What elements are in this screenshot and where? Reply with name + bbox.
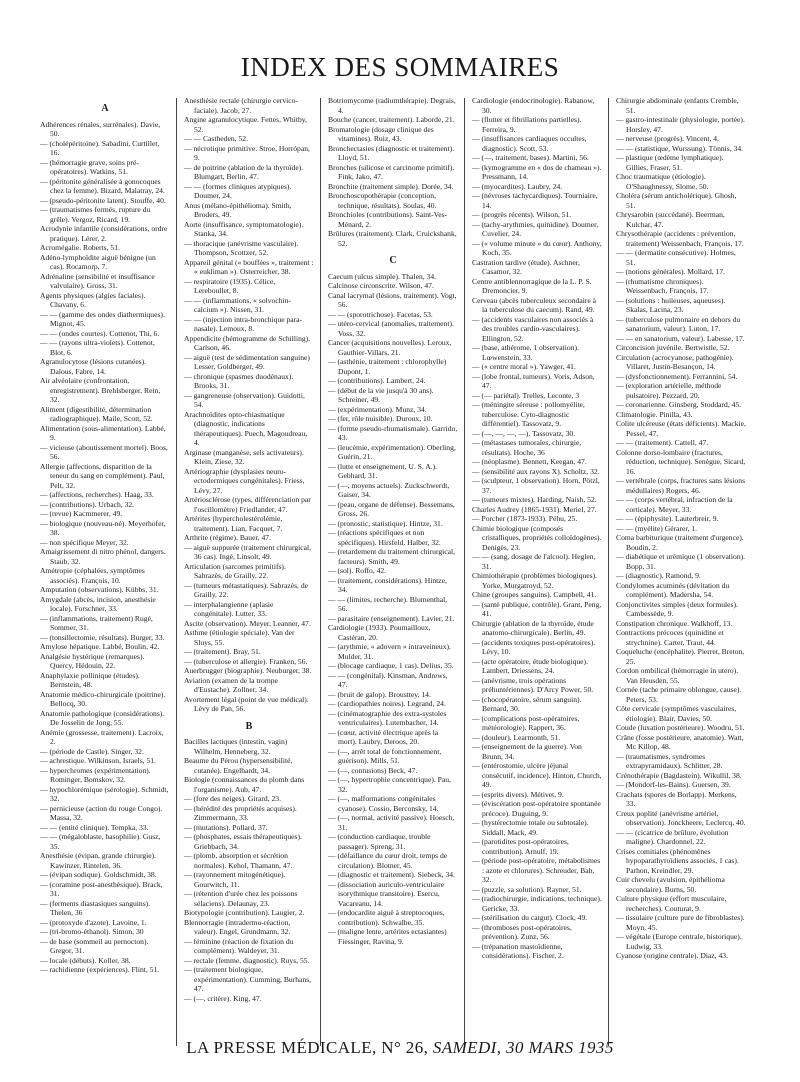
column-divider [464, 98, 465, 1046]
index-entry: Colonne dorso-lombaire (fractures, réduction, technique). Senègue, Sicard, 16. [616, 447, 746, 476]
index-entry: — — (gamme des ondes diathermiques). Mignot, 45. [40, 309, 165, 328]
index-entry: Acrodynie infantile (considérations, ordre pratique). Lérer, 2. [40, 224, 168, 243]
index-entry: — (forme pseudo-rhumatismale). Garrido, 43. [328, 423, 458, 442]
index-entry: — (méningite séreuse : pollomyélite, tuberculose. Cyto-diagnostic différentiel). Tassovatz, 9. [472, 400, 585, 428]
index-entry: — (conduction cardiaque, trouble passager). Spreng, 31. [328, 832, 431, 851]
index-entry: Choc traumatique (étiologie). O'Shaughnessy, Slome, 50. [616, 172, 709, 191]
index-entry: — (hérédité des propriétés acquises). Zimmermann, 33. [184, 803, 297, 822]
index-entry: Biologie (connaissances du plomb dans l'organisme). Aub, 47. [184, 775, 305, 794]
index-column-4 [472, 96, 602, 1048]
index-entry: — (fer, rôle nuisible). Duroux, 10. [328, 414, 433, 423]
index-entry: Cardiologie (endocrinologie). Rabanow, 30. [472, 96, 595, 115]
index-entry: — (réactions spécifiques et non spécifiques). Hirsfeld, Halber, 32. [328, 528, 441, 547]
index-entry: Bronches (silicose et carcinome primitif). Fink, Jako, 47. [328, 162, 455, 181]
index-entry: Amétropie (céphalées, symptômes associés). François, 10. [40, 566, 145, 585]
index-entry: — (insuffisances cardiaques occultes, diagnostic). Scott, 53. [472, 134, 587, 153]
index-entry: — — (ondes courtes). Cottenot, Thi, 6. [40, 328, 160, 338]
index-entry: — aiguë suppurée (traitement chirurgical, 36 cas). Ingé, Linsolt, 49. [184, 542, 312, 561]
index-entry: — (thromboses post-opératoires, prévention). Zunz, 56. [472, 922, 572, 941]
index-entry: — (dissociation auriculo-ventriculaire isorythmique transitoire). Esercu, Vacareanu, 14. [328, 879, 444, 908]
index-column-1 [40, 96, 170, 1048]
index-entry: — (—, —, —, —). Tassovatz, 30. [472, 428, 576, 438]
index-entry: — (sculpteur, 1 observation). Horn, Pötzl, 37. [472, 476, 600, 495]
index-entry: Anatomie pathologique (considérations). De Josselin de Jong, 55. [40, 708, 165, 727]
index-entry: Ascite (observation). Meyer, Leanner, 47. [184, 618, 311, 628]
index-entry: Adhérences rénales, surrénales). Davie, 50. [40, 119, 161, 138]
index-entry: — (métastases tumorales, chirurgie, résultats). Hoche, 36 [472, 438, 582, 457]
index-entry: Agranulocytose (lésions cutanées). Dalous, Fabre, 14. [40, 357, 147, 376]
index-entry: — (enseignement de la guerre). Von Brunn, 34. [472, 742, 582, 761]
index-entry: Arthrite (régime). Bauer, 47. [184, 533, 271, 542]
index-entry: Canal lacrymal (lésions, traitement). Vogt, 56. [328, 290, 457, 309]
index-entry: Aliment (digestibilité, détermination radiographique). Maile, Scott, 52. [40, 404, 153, 423]
index-entry: — (expérimentation). Munz, 34. [328, 404, 427, 414]
index-column-5 [616, 96, 746, 1048]
index-entry: Chine (groupes sanguins). Campbell, 41. [472, 590, 597, 599]
index-entry: Circulation (acrocyanose, pathogénie). Villaret, Justin-Besançon, 14. [616, 352, 734, 371]
index-entry: — (affections, recherches). Haag, 33. [40, 490, 154, 499]
index-entry: Agents physiques (algies faciales). Chavany, 6. [40, 290, 146, 309]
index-entry: — parasitaire (enseignement). Lavier, 21. [328, 613, 455, 623]
index-entry: Asthme (étiologie spéciale). Van der Sluys, 55. [184, 628, 295, 647]
column-divider [176, 98, 177, 1046]
index-entry: Air alvéolaire (confrontation, enregistrement). Brehlsberger, Rein, 32. [40, 376, 161, 404]
index-entry: Chirurgie (ablation de la thyroïde, étude anatomo-chirurgicale). Berlin, 49. [472, 618, 594, 637]
index-entry: Côte cervicale (symptômes vasculaires, étiologie). Blair, Davies, 50. [616, 704, 737, 723]
page-title: INDEX DES SOMMAIRES [240, 52, 560, 82]
index-entry: — (plomb, absorption et sécrétion normales). Kehol, Thamann, 47. [184, 851, 293, 870]
index-entry: Allergie (affections, disparition de la teneur du sang en complément). Paul, Pelt, 32. [40, 461, 165, 490]
index-entry: Condylomes acuminés (dévitation du complément). Madersha, 54. [616, 580, 730, 599]
page-footer [0, 1038, 800, 1058]
index-entry: — (leucémie, expérimentation). Oberling, Guérin, 21. [328, 442, 456, 461]
index-entry: — (traitement biologique, expérimentation). Cumming, Burhans, 47. [184, 965, 312, 993]
index-entry: — (retardement du traitement chirurgical, facteurs). Smith, 49. [328, 547, 456, 566]
index-entry: — (traumatismes, syndromes extrapyramidaux). Schlitter, 28. [616, 751, 723, 770]
index-entry: Bronchioles (contributions). Saint-Ves-Ménard, 2. [328, 210, 448, 229]
index-entry: — (dysfonctionnement). Ferrannini, 54. [616, 371, 738, 381]
index-entry: — (fore des neiges). Girard, 23. [184, 794, 281, 803]
index-entry: Coude (luxation postérieure). Woodru, 51. [616, 723, 745, 732]
index-entry: — — (épiphysite). Lauterbreir, 9. [616, 514, 719, 523]
index-entry: Cuir chevelu (avulsion, épithélioma secondaire). Burns, 50. [616, 875, 725, 894]
index-entry: — (traitement, considérations). Hintze, 34. [328, 575, 447, 594]
index-entry: — plastique (œdème lymphatique). Gillies, Fraser, 51. [616, 153, 724, 172]
index-entry: Appareil génital (« bouffées », traitement : « eukliman »). Osterreicher, 38. [184, 257, 314, 276]
index-entry: Choléra (sérum anticholérique). Ghosh, 51. [616, 191, 737, 210]
index-entry: Artérites (hypercholestérolémie, traitement). Lian, Facquet, 7. [184, 514, 283, 533]
index-entry: — (phosphates, essais thérapeutiques). Griebbach, 34. [184, 832, 302, 851]
index-entry: — Porcher (1873-1933). Péhu, 25. [472, 514, 578, 523]
index-entry: Culture physique (effort musculaire, recherches). Couturat, 9. [616, 894, 727, 913]
index-entry: Coma barbiturique (traitement d'urgence). Boudin, 2. [616, 533, 744, 552]
index-entry: — (ferments diastasiques sanguins). Thelen, 36 [40, 898, 151, 917]
index-entry: Cerveau (abcès tuberculeux secondaire à la tuberculose du caecum). Rand, 49. [472, 295, 596, 314]
index-entry: Amylose hépatique. Labbé, Boulin, 42. [40, 642, 160, 651]
index-entry: — (sensibilité aux rayons X). Scholtz, 32. [472, 466, 600, 476]
index-entry: Crénothérapie (Bagdastein). Wikullil, 38. [616, 770, 742, 780]
index-entry: — (cardiopathies noires). Legrand, 24. [328, 699, 446, 708]
index-entry: Bronchoscopothérapie (conception, technique, résultats). Soulas, 40. [328, 191, 437, 210]
index-entry: — (trépanation mastoïdienne, considérations). Fischer, 2. [472, 941, 564, 960]
index-entry: Contractions précoces (quinidine et strychnine). Carter, Traut, 44. [616, 628, 724, 647]
section-letter: C [389, 255, 397, 266]
index-entry: — (Mondorf-les-Bains). Guersen, 39. [616, 780, 731, 789]
index-entry: — (contributions). Urbach, 32. [40, 499, 135, 509]
index-entry: — gangreneuse (observation). Guidotti, 54. [184, 390, 305, 409]
index-entry: — vicieuse (aboutissement mortel). Boos, 56. [40, 442, 168, 461]
index-entry: — utéro-cervical (anomalies, traitement). Voss, 32. [328, 319, 454, 338]
index-entry: — (radiochirurgie, indications, technique). Gericke, 33. [472, 894, 602, 913]
index-entry: — (lutte et enseignement, U. S. A.). Gebhard, 31. [328, 461, 438, 480]
index-entry: — hypochlorémique (sérologie). Schmidt, 32. [40, 784, 169, 803]
index-entry: — (rayonnement mitogénétique). Gourwitch, 11. [184, 870, 286, 889]
index-entry: — (—, arrêt total de fonctionnement, guérison). Mills, 51. [328, 746, 442, 765]
index-entry: Climatologie. Pinilla, 43. [616, 409, 693, 419]
index-entry: — (tachy-arythmies, quinidine). Doumer, Cuvelier, 24. [472, 219, 599, 238]
index-entry: — (tonsillectomie, résultats). Burger, 33. [40, 632, 165, 642]
index-entry: — rachidienne (expériences). Flint, 51. [40, 965, 160, 974]
index-entry: Biotypologie (contribution). Laugier, 2. [184, 908, 305, 917]
index-entry: Charles Audrey (1865-1931). Meriel, 27. [472, 504, 597, 514]
index-entry: — (tuberculose pulmonaire en dehors du sanatorium, valeur). Luton, 17. [616, 314, 741, 333]
index-entry: Analgésie hystérique (remarques). Quercy, Hédouin, 22. [40, 651, 145, 670]
index-entry: — (mutations). Pollard, 37. [184, 822, 268, 832]
index-entry: — — (entité clinique). Tempka, 33. [40, 822, 149, 832]
index-entry: Crâne (fosse postérieure, anatomie). Watt, Mc Killop, 48. [616, 732, 744, 751]
index-entry: Anatomie médico-chirurgicale (poitrine). Bellocq, 30. [40, 689, 166, 708]
index-entry: — gastro-intestinale (physiologie, portée). Horsley, 47. [616, 115, 745, 134]
index-entry: Creux poplité (anévrisme artériel, observation). Jonckheere, Leclercq, 40. [616, 808, 746, 827]
index-entry: — — (inflammations, « solvochin-calcium »). Nissen, 31. [184, 295, 291, 314]
index-entry: — (pseudo-péritonite latent). Stouffe, 40. [40, 195, 166, 205]
index-entry: — tissulaire (culture pure de fibroblastes). Moyn, 45. [616, 913, 745, 932]
index-entry: — (tumeurs métastatiques). Sabrazès, de Grailly, 22. [184, 580, 308, 599]
index-entry: — (—, hypertrophie concentrique). Pau, 32. [328, 775, 451, 794]
index-entry: — (hémorragie grave, soins pré-opératoires). Watkins, 51. [40, 157, 139, 176]
index-entry: Coqueluche (encéphalite). Pierret, Breton, 25. [616, 647, 745, 666]
index-entry: — (acte opératoire, étude biologique). Lambert, Driessens, 24. [472, 656, 588, 675]
index-entry: Bacilles lactiques (intestin, vagin) Wilhelm, Henneberg, 32. [184, 737, 288, 756]
index-entry: — — (myélite) Gérarer, 1. [616, 523, 698, 533]
index-entry: Artériographie (dysplasies neuro-ectodermiques congénitales). Friess, Lévy, 27. [184, 466, 305, 495]
index-entry: — (asthénie, traitement : chlorophylle) Dupont, 1. [328, 357, 447, 376]
index-entry: Cornée (tache primaire oblongue, cause). Peters, 53. [616, 685, 742, 704]
index-entry: — — (mégaloblaste, basophilie). Gusz, 35. [40, 832, 161, 851]
index-entry: Articulation (sarcomes primitifs). Sabrazès, de Grailly, 22. [184, 561, 286, 580]
index-entry: — — (congénital). Kinsman, Andrews, 47. [328, 670, 448, 689]
index-entry: — (rétention d'urée chez les poissons sélaciens). Delaunay, 23. [184, 889, 298, 908]
index-entry: — — (corps vertébral, infraction de la corticale). Meyer, 33. [616, 495, 733, 514]
index-entry: Adrénaline (sensibilité et insuffisance valvulaire). Gross, 31. [40, 271, 155, 290]
index-entry: Acromégalie. Roberts, 51. [40, 243, 120, 252]
index-entry: — diabétique et urémique (1 observation). Bopp, 31. [616, 552, 746, 571]
index-entry: — (—, contusions) Beck, 47. [328, 765, 418, 775]
index-entry: — (bruit de galop). Brousttey, 14. [328, 689, 431, 699]
index-entry: — vertébrale (corps, fractures sans lésions médullaires) Rogers, 46. [616, 476, 746, 495]
index-entry: — — (sporotrichose). Facetas, 53. [328, 309, 433, 319]
index-entry: Botriomycome (radiumthérapie). Degrais, 4. [328, 96, 456, 115]
index-entry: Cardiologie (1933). Poumailloux, Castéran, 20. [328, 623, 431, 642]
index-entry: — coronarienne. Ginsberg, Stoddard, 45. [616, 400, 742, 409]
index-entry: — (solutions : huileuses, aqueuses). Skalas, Lacina, 23. [616, 295, 726, 314]
footer-date: SAMEDI, 30 MARS 1935 [432, 1038, 614, 1057]
index-entry: Bronchite (traitement simple). Dorée, 34. [328, 181, 454, 191]
index-entry: — aiguë (test de sédimentation sanguine) Lesser, Goldberger, 49. [184, 352, 310, 371]
index-entry: — (inflammations, traitement) Rugé, Sommer, 31. [40, 613, 153, 632]
index-entry: Avortement légal (point de vue médical). Lévy de Pan, 56. [184, 694, 309, 713]
index-entry: Arginase (manganèse, sels activateurs). Klein, Ziese, 32. [184, 447, 304, 466]
index-entry: — de base (sommeil au pernocton). Gregor, 31. [40, 936, 149, 955]
index-entry: Beaume du Pérou (hypersensibilité, cutanée). Engelhardt, 34. [184, 756, 293, 775]
index-entry: Cordon ombilical (hémorragie in utero). Van Heusden, 55. [616, 666, 739, 685]
index-entry: — (néoplasme). Bennett, Keegan, 47. [472, 457, 587, 466]
index-entry: — — (cicatrice de brûlure, évolution maligne). Chardonnel, 22. [616, 827, 729, 846]
index-entry: — (arythmie, « adovern » intraveineux). Mulder, 31. [328, 642, 451, 661]
index-entry: — (—, traitement, bases). Martini, 56. [472, 153, 589, 162]
index-entry: — (évipan sodique). Goldschmidt, 38. [40, 870, 157, 879]
index-entry: — (flutter et fibrillations partielles). Ferreira, 9. [472, 115, 582, 134]
index-entry: — (névroses tachycardiques). Tourniaire, 14. [472, 191, 598, 210]
index-entry: — (santé publique, contrôle). Grant, Peng, 41. [472, 599, 602, 618]
index-entry: — (parotidites post-opératoires, contribution). Arnulf, 19. [472, 837, 569, 856]
index-entry: Bromatologie (dosage clinique des vitamines). Ruiz, 43. [328, 124, 434, 143]
index-entry: — chronique (spasmes duodénaux). Brooks, 31. [184, 371, 294, 390]
index-entry: Cancer (acquisitions nouvelles). Leroux, Gauthier-Villars, 21. [328, 338, 452, 357]
index-entry: Caecum (ulcus simple). Thalen, 34. [328, 271, 437, 281]
index-entry: — (notions générales). Mollard, 17. [616, 267, 726, 276]
index-entry: — pernicieuse (action du rouge Congo). Massa, 32. [40, 803, 163, 822]
index-entry: Crises comitiales (phénomènes hypoparathyroïdiens associés, 1 cas). Parhon, Kreindler, 29. [616, 846, 739, 875]
index-entry: — (chocopératoire, sérum sanguin). Bernard, 30. [472, 694, 582, 713]
index-entry: — — (dermatite consécutive). Holmes, 51. [616, 248, 736, 267]
index-entry: — (progrès récents). Wilson, 51. [472, 210, 572, 219]
index-entry: Chrysothérapie (accidents : prévention, traitement) Weissenbach, François, 17. [616, 229, 744, 248]
section-letter: A [101, 103, 109, 114]
index-entry: — — Castheden, 52. [184, 134, 248, 143]
index-entry: Appendicite (hémogramme de Schilling). Carlson, 46. [184, 333, 311, 352]
index-entry: — — (rayons ultra-violets). Cottenot, Blot, 6. [40, 338, 155, 357]
index-entry: — (contributions). Lambert, 24. [328, 376, 426, 385]
index-entry: — (—, malformations congénitales cyanose). Cossio, Berconsky, 14. [328, 794, 439, 813]
index-entry: — (pronostic, statistique). Hintze, 31. [328, 518, 443, 528]
index-entry: — (accidents toxiques post-opératoires). Lévy, 10. [472, 637, 596, 656]
index-entry: — (début de la vie jusqu'à 30 ans). Schreiner, 49. [328, 385, 434, 404]
index-entry: — (maligne lente, artérites ectasiantes) Fiessinger, Ravina, 9. [328, 927, 447, 946]
index-entry: — — (sang, dosage de l'alcool). Heglen, 31. [472, 552, 596, 571]
index-entry: Cyanose (origine centrale). Diaz, 43. [616, 951, 728, 960]
index-entry: — (« volume minute » du cœur). Anthony, Koch, 35. [472, 238, 602, 257]
index-entry: — (cholépéritoine). Sabadini, Curtillet, 16. [40, 138, 160, 157]
index-entry: — (base, athérome, 1 observation). Lœwenstein, 33. [472, 343, 579, 362]
index-entry: — — (formes cliniques atypiques). Doumer, 24. [184, 181, 292, 200]
index-entry: — — en sanatorium, valeur). Labesse, 17. [616, 333, 745, 343]
index-entry: Brûlures (traitement). Clark, Cruickshank, 52. [328, 229, 457, 248]
index-entry: Circoncision juvénile. Bertwistle, 52. [616, 343, 730, 352]
index-entry: Anémie (grossesse, traitement). Lacroix, 2. [40, 727, 164, 746]
index-entry: — (période post-opératoire, métabolismes : azote et chlorures). Schreuder, Bab, 32. [472, 856, 601, 884]
index-entry: — (entérostomie, ulcère jéjunal consécutif, incidence). Hinton, Church, 49. [472, 761, 602, 789]
index-entry: Bronchectasies (diagnostic et traitement). Lloyd, 51. [328, 143, 455, 162]
index-entry: — (puzzle, sa solution). Rayner, 51. [472, 884, 582, 894]
index-entry: — (période de Castle). Singer, 32. [40, 746, 144, 756]
index-entry: — (—, normal, activité passive). Hoesch, 31. [328, 813, 455, 832]
index-entry: — (blocage cardiaque, 1 cas). Delius, 35. [328, 661, 454, 670]
index-entry: — (défaillance du cœur droit, temps de circulation). Blotner, 45. [328, 851, 448, 870]
index-entry: Crachats (spores de Borlapp). Merkens, 33. [616, 789, 737, 808]
index-entry: — (endocardite aiguë à streptocoques, contribution). Schwalbe, 35. [328, 908, 445, 927]
index-column-2 [184, 96, 314, 1048]
index-entry: Chirurgie abdominale (enfants Cremble, 51. [616, 96, 739, 115]
index-entry: — (—, critère). King, 47. [184, 993, 262, 1003]
index-entry: — (tuberculose et allergie). Franken, 56. [184, 656, 308, 666]
index-entry: Castration tardive (étude). Aschner, Casamor, 32. [472, 257, 580, 276]
index-entry: — (péritonite généralisée à gonocoques chez la femme). Bizard, Malatray, 24. [40, 176, 165, 195]
index-entry: Artériosclérose (types, différenciation par l'oscillomètre) Friedlander, 47. [184, 495, 311, 514]
index-entry: — nerveuse (progrès). Vincent, 4. [616, 134, 719, 143]
index-entry: — (sol). Roffo, 42. [328, 566, 387, 575]
column-divider [608, 98, 609, 1046]
index-entry: — (cœur, activité électrique après la mort). Laubry, Deroos, 20. [328, 727, 439, 746]
index-entry: Amygdale (abcès, incision, anesthésie locale). Forschner, 33. [40, 594, 156, 613]
index-entry: — — (injection intra-bronchique para-nasale). Lemoux, 8. [184, 314, 303, 333]
index-entry: Angine agranulocytique. Fettes, Whitby, 52. [184, 115, 307, 134]
index-entry: — (revue) Kacmmerer, 49. [40, 509, 123, 518]
index-entry: — (accidents vasculaires non associés à des troubles cardio-vasculaires). Ellington, 52. [472, 314, 594, 343]
index-entry: Constipation chronique. Walkhoff, 13. [616, 618, 733, 628]
index-entry: Amputation (observations). Kübbs, 31. [40, 585, 159, 594]
index-entry: Chimiothérapie (problèmes biologiques). Yorke, Murgatroyd, 52. [472, 571, 598, 590]
index-entry: Anus (mélano-épithélioma). Smith, Broders, 49. [184, 200, 292, 219]
index-entry: — (éviscération post-opératoire spontanée précoce). Duguing, 9. [472, 799, 601, 818]
index-entry: — (traitement). Bray, 51. [184, 647, 261, 656]
index-entry: — — (limites, recherche). Blumenthal, 56. [328, 594, 448, 613]
index-entry: — (lobe frontal, tumeurs). Voris, Adson, 47. [472, 371, 595, 390]
index-entry: Arachnoïdites opto-chiasmatique (diagnostic, indications thérapeutiques). Puech, Magoudreau, 4. [184, 409, 308, 447]
index-entry: — (tumeurs mixtes). Harding, Naish, 52. [472, 495, 597, 504]
index-entry: Anesthésie rectale (chirurgie cervico-faciale). Jacob, 27. [184, 96, 298, 115]
index-entry: — non spécifique Meyer, 32. [40, 537, 129, 547]
footer-journal: LA PRESSE MÉDICALE, N° 26, [186, 1038, 429, 1057]
index-entry: Chimie biologique (composés cristalliques, propriétés colloïdogènes). Denigès, 23. [472, 523, 602, 552]
index-entry: Conjonctivites simples (deux formules). Cambessède, 9. [616, 599, 738, 618]
index-entry: Colite ulcéreuse (états déficients). Mackie, Pessel, 47. [616, 419, 746, 438]
index-entry: — nécrotique primitive. Stroe, Horrópan, 9. [184, 143, 310, 162]
index-entry: — (— pariétal). Trelles, Leconte, 3 [472, 390, 580, 400]
index-entry: Chrysarobin (succédané). Beerman, Kulchar, 47. [616, 210, 725, 229]
index-entry: Adéno-lymphoïdite aiguë bénigne (un cas). Rocamorp, 7. [40, 252, 156, 271]
index-entry: — (douleur). Learmonth, 51. [472, 732, 561, 742]
index-entry: — de poitrine (ablation de la thyroïde). Blumgart, Berlin, 47. [184, 162, 304, 181]
index-entry: Alimentation (sous-alimentation). Labbé, 9. [40, 423, 166, 442]
index-entry: — thoracique (anévrisme vasculaire). Thompson, Scottzer, 52. [184, 238, 299, 257]
index-entry: — (hystérectomie totale ou subtotale). Siddall, Mack, 49. [472, 818, 589, 837]
index-entry: — interphalangienne (aplasie congénitale). Lutter, 33. [184, 599, 274, 618]
index-entry: — (diagnostic et traitement). Siebeck, 34. [328, 870, 455, 879]
index-entry: Blennorragie (intradermo-réaction, valeur). Engel, Grundmann, 32. [184, 917, 291, 936]
index-entry: — (myocardites). Laubry, 24. [472, 181, 563, 191]
index-entry: — végétale (Europe centrale, historique). Ludwig, 33. [616, 932, 742, 951]
index-entry: — (—, moyens actuels). Zuckschwerdt, Gaiser, 34. [328, 480, 450, 499]
index-entry: — hyperchromes (expérimentation). Rominger, Bomskov, 32. [40, 765, 151, 784]
index-entry: — biologique (nouveau-né). Meyerhofer, 38. [40, 518, 166, 537]
index-entry: Auerbrugger (biographie). Neuburger, 38. [184, 666, 312, 675]
index-entry: — (rhumatisme chroniques). Weissenbach, François, 17. [616, 276, 709, 295]
index-entry: — (esprits divers). Métivet, 9. [472, 789, 564, 799]
index-entry: — (peau, organe de défense). Bessemans, Gross, 26. [328, 499, 455, 518]
index-entry: Aviation (examen de la trompe d'Eustache). Zollner, 34. [184, 675, 278, 694]
index-column-3 [328, 96, 458, 1048]
index-entry: — (kymogramme en « dos de chameau »). Pressmann, 14. [472, 162, 602, 181]
index-entry: — (protoxyde d'azote). Lavoine, 1. [40, 917, 147, 927]
index-entry: — féminine (réaction de fixation du complément). Waldeyer, 31. [184, 936, 294, 955]
index-entry: — — (traitement). Cattell, 47. [616, 438, 709, 447]
index-entry: — (coramine post-anesthésique). Brack, 31. [40, 879, 163, 898]
index-entry: Aorte (insuffisance, symptomatologie). Stanka, 34. [184, 219, 304, 238]
index-entry: Calcinose circonscrite. Wilson, 47. [328, 281, 434, 290]
index-entry: Anesthésie (évipan, grande chirurgie). Kawinzer, Rintelen, 36. [40, 851, 157, 870]
index-entry: Bouche (cancer, traitement). Laborde, 21. [328, 115, 455, 124]
index-entry: — (traumatismes fermés, rupture du grêle). Vergoz, Ricard, 19. [40, 205, 151, 224]
index-entry: Centre antiblennorragique de la L. P. S. Dremoncier, 9. [472, 276, 592, 295]
index-entry: — achrestique. Wilkinson, Israels, 51. [40, 756, 156, 765]
index-entry: — locale (débuts). Koller, 38. [40, 955, 131, 965]
index-entry: — — (statistique, Wurssung). Tönnis, 34. [616, 143, 744, 153]
index-entry: — respiratoire (1935). Célice, Lereboullet, 8. [184, 276, 276, 295]
index-entry: — (stérilisation du catgut). Clock, 49. [472, 913, 588, 922]
index-entry: — (anévrisme, trois opérations préhuntériennes). D'Arcy Power, 50. [472, 675, 594, 694]
index-entry: — (« centre moral »). Yawger, 41. [472, 362, 576, 371]
section-letter: B [245, 720, 253, 732]
index-entry: — (exploration artérielle, méthode pulsatoire). Pezzard, 20. [616, 381, 722, 400]
index-entry: — (complications post-opératoires, météorologie). Rappert, 36. [472, 713, 580, 732]
index-entry: Anaphylaxie pollinique (études). Bernstein, 48. [40, 670, 140, 689]
index-entry: — (diagnostic). Ramond, 9. [616, 571, 701, 580]
index-entry: — (cinématographie des extra-systoles ventriculaires). Lutembacher, 14. [328, 708, 447, 727]
column-divider [320, 98, 321, 1046]
index-entry: — (tri-bromo-éthanol). Simon, 30 [40, 927, 144, 936]
index-entry: Amaigrissement di nitro phénol, dangers. Staub, 32. [40, 547, 166, 566]
index-entry: — rectale (femme, diagnostic). Ruys, 55. [184, 955, 310, 965]
